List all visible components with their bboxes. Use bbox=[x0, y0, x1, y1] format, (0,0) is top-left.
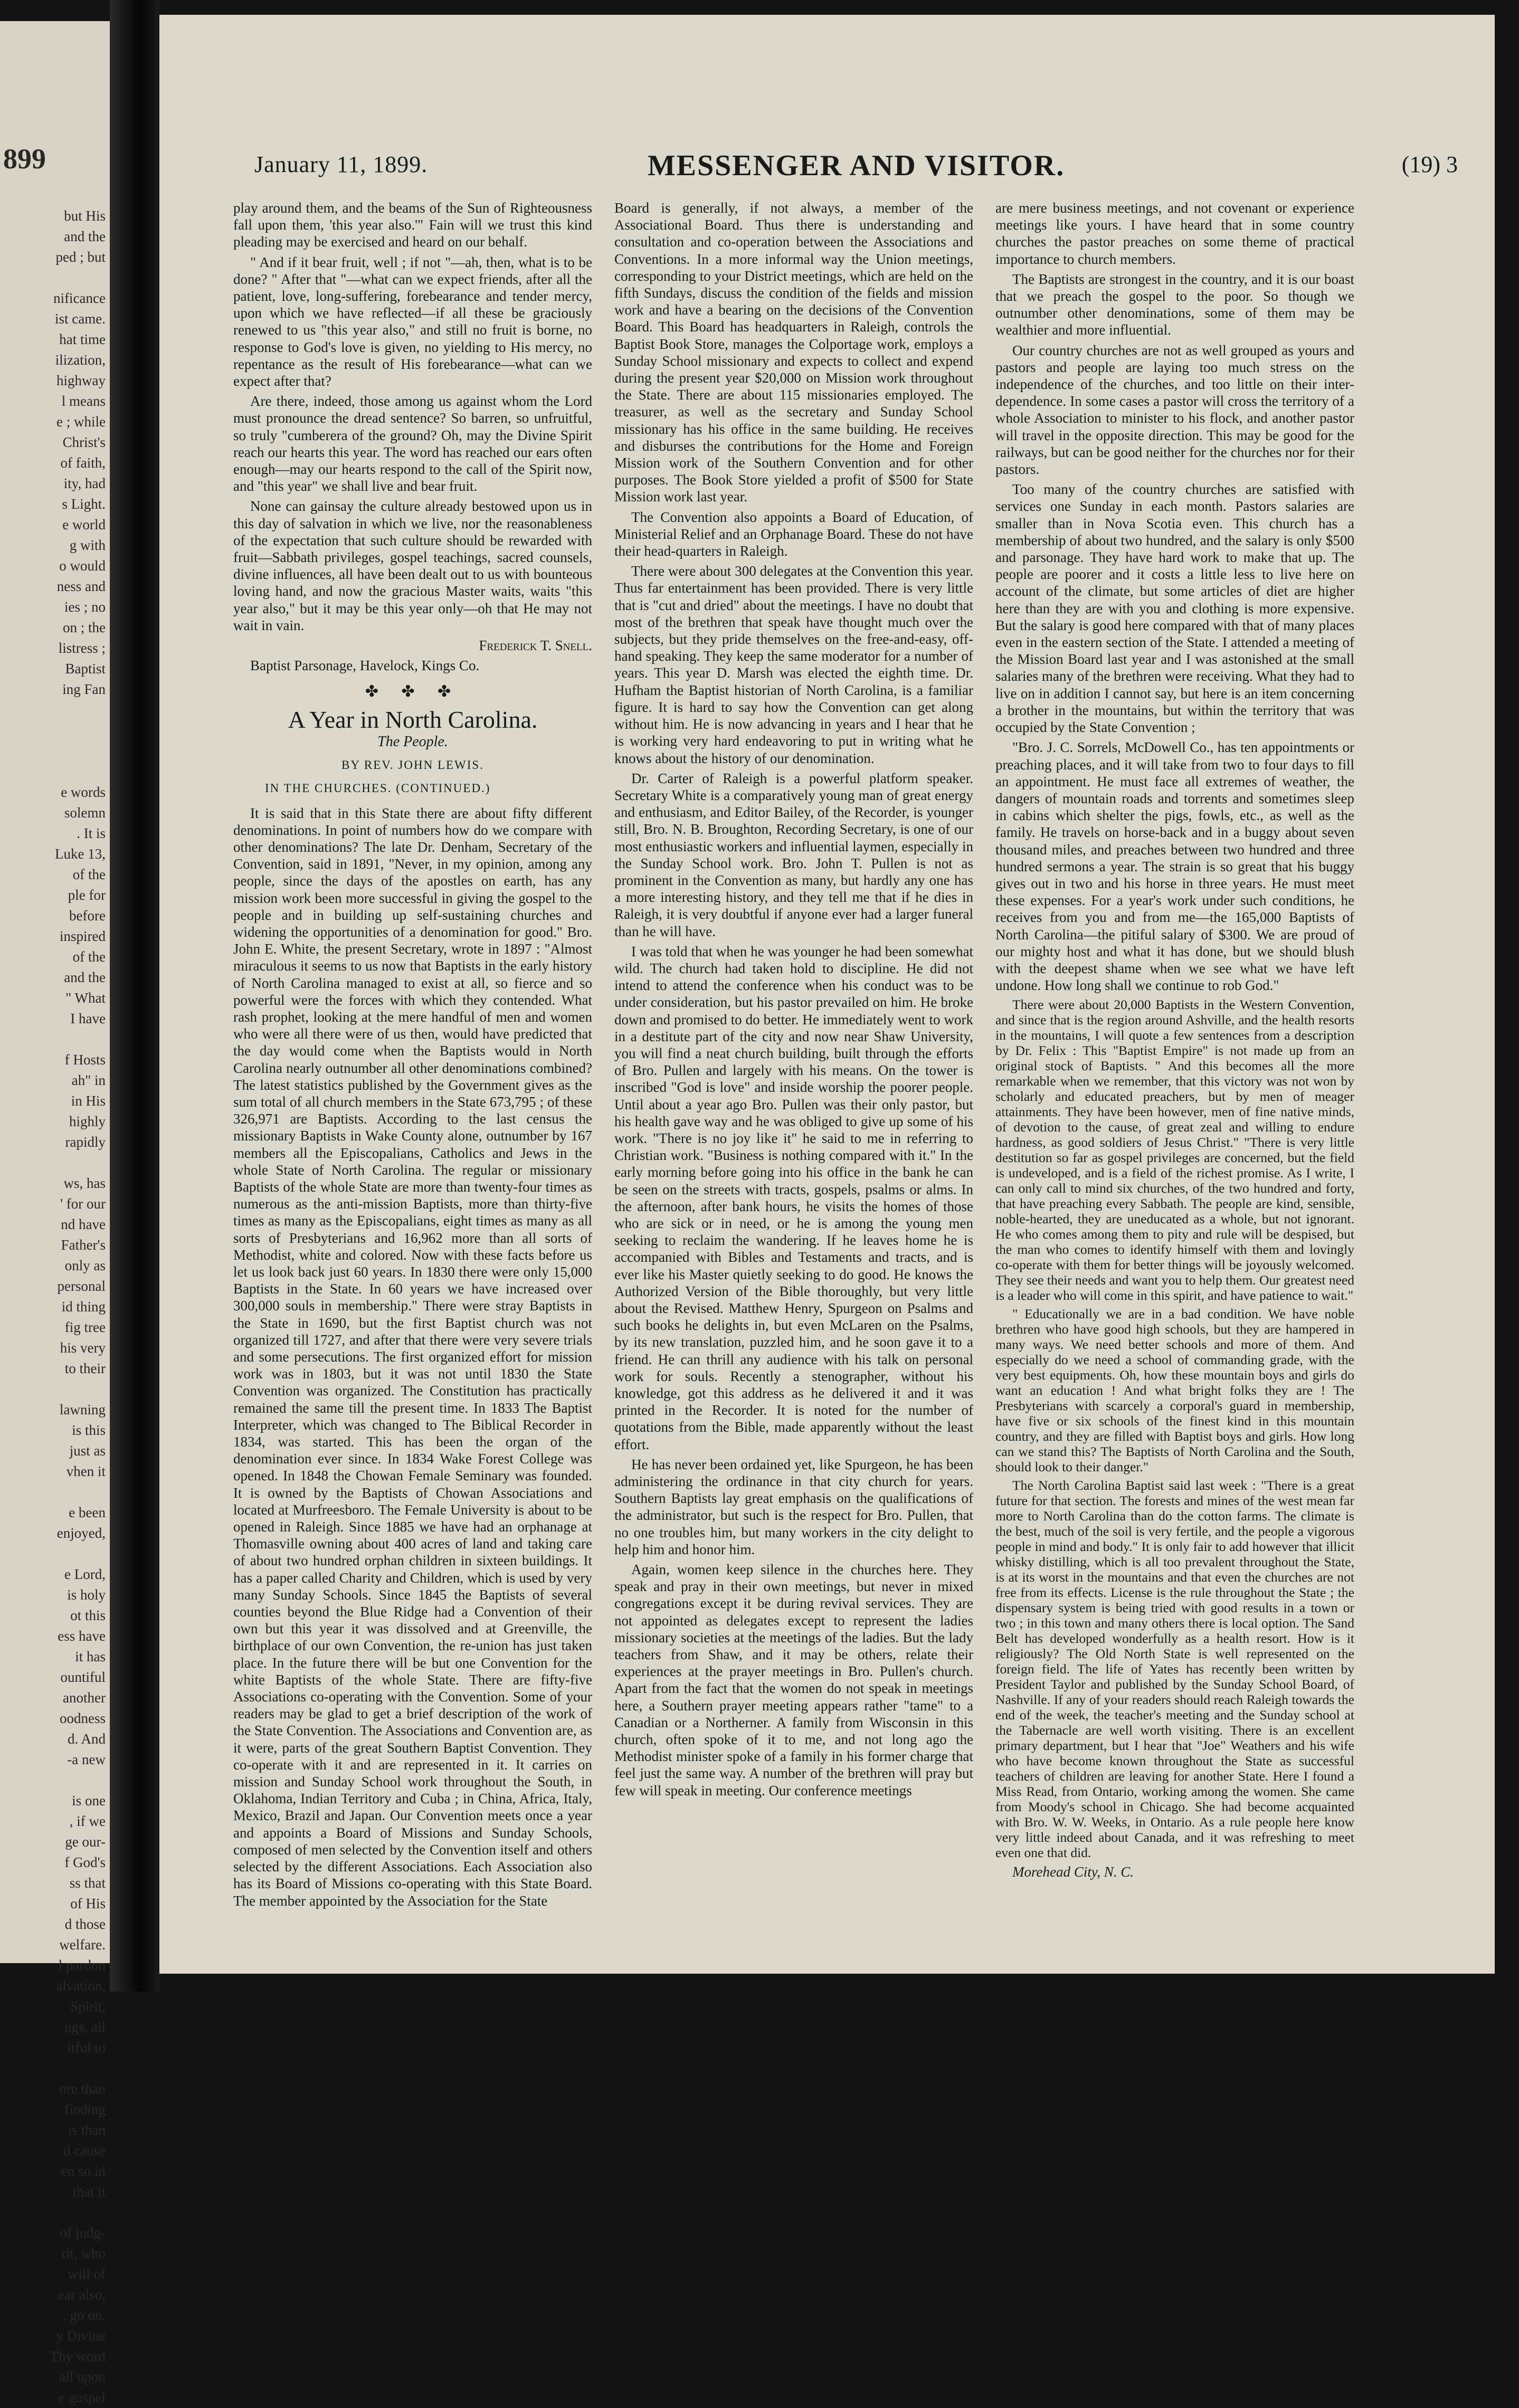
left-page-line: of the bbox=[72, 867, 106, 882]
newspaper-page bbox=[159, 15, 1495, 1974]
left-page-line: and the bbox=[64, 229, 106, 244]
left-page-line bbox=[5, 700, 106, 720]
paragraph: Our country churches are not as well grouped as yours and pastors and people are laying too much stress on the independence of the churches, and too little on their inter-dependence. In some cases a pastor will cross the territory of a whole Association to minister to his flock, and another pastor will travel in the opposite direction. This may be good for the railways, but can be good neither for the churches nor for their pastors. bbox=[995, 342, 1354, 478]
left-page-line: ies ; no bbox=[64, 599, 106, 615]
author-signature: Frederick T. Snell. bbox=[479, 637, 592, 654]
left-page-line: highway bbox=[56, 373, 106, 388]
left-page-line bbox=[5, 1544, 106, 1564]
left-page-line bbox=[5, 762, 106, 782]
left-page-line: to their bbox=[64, 1360, 106, 1376]
left-page-line: , if we bbox=[69, 1813, 106, 1829]
left-page-year: 899 bbox=[3, 143, 46, 175]
left-page-line: id thing bbox=[61, 1299, 106, 1315]
left-page-line: just as bbox=[69, 1443, 106, 1459]
article-dateline: Morehead City, N. C. bbox=[1012, 1864, 1134, 1880]
left-page-line: in His bbox=[71, 1093, 106, 1109]
left-page-line: is holy bbox=[67, 1587, 106, 1603]
left-page-line: it has bbox=[75, 1649, 106, 1664]
left-page-line: o would bbox=[59, 558, 106, 574]
left-page-line: ot this bbox=[70, 1607, 106, 1623]
left-page-line: ge our- bbox=[65, 1834, 106, 1850]
left-page-line: inspired bbox=[60, 928, 106, 944]
left-page-line: e ; while bbox=[56, 414, 106, 430]
paragraph: Dr. Carter of Raleigh is a powerful platform speaker. Secretary White is a comparatively young man of great energy and enthusiasm, and Editor Bailey, of the Recorder, is younger still, Bro. N. B. Broughton, Recording Secretary, is one of our most enthusiastic workers and influential laymen, especially in the Sunday School work. Bro. John T. Pullen is not as prominent in the Convention as many, but hardly any one has a more interesting history, and they tell me that if he dies in Raleigh, it is very doubtful if anyone ever had a larger funeral than he will have. bbox=[614, 770, 973, 939]
left-page-fragment bbox=[0, 21, 110, 2405]
left-page-line: ountiful bbox=[60, 1669, 106, 1685]
left-page-line: but His bbox=[64, 208, 106, 224]
left-page-line: ist came. bbox=[55, 311, 106, 327]
left-page-line: ear also, bbox=[58, 2287, 106, 2302]
left-page-line: listress ; bbox=[58, 640, 106, 656]
left-page-line bbox=[5, 1770, 106, 1791]
left-page-line: Luke 13, bbox=[55, 846, 106, 862]
left-page-line: f Hosts bbox=[64, 1052, 106, 1068]
left-page-line: finding bbox=[64, 2101, 106, 2117]
left-page-line: and the bbox=[64, 969, 106, 985]
left-page-line: welfare. bbox=[59, 1937, 106, 1953]
left-page-line: rapidly bbox=[65, 1134, 106, 1150]
masthead bbox=[254, 151, 1458, 188]
left-page-line: on ; the bbox=[63, 620, 106, 635]
author-place: Baptist Parsonage, Havelock, Kings Co. bbox=[250, 658, 480, 674]
left-page-line: will of bbox=[68, 2266, 106, 2282]
left-page-line: of His bbox=[70, 1896, 106, 1911]
quoted-block bbox=[995, 997, 1354, 1860]
newspaper-title: MESSENGER AND VISITOR. bbox=[647, 149, 1065, 182]
left-page-line: ngs, all bbox=[64, 2019, 106, 2035]
left-page-line: vhen it bbox=[66, 1463, 106, 1479]
left-page-line bbox=[5, 268, 106, 288]
page-number: (19) 3 bbox=[1401, 151, 1458, 177]
left-page-line: hat time bbox=[59, 331, 106, 347]
article-headline: A Year in North Carolina. bbox=[288, 706, 538, 733]
left-page-line bbox=[5, 1379, 106, 1400]
left-page-line: ah" in bbox=[71, 1072, 106, 1088]
left-page-line bbox=[5, 720, 106, 741]
left-page-line: ing Fan bbox=[62, 681, 106, 697]
left-page-line: " What bbox=[65, 990, 106, 1006]
left-page-line: ness and bbox=[56, 578, 106, 594]
left-page-line: d. And bbox=[67, 1731, 106, 1747]
left-page-line bbox=[5, 741, 106, 762]
left-page-line: fig tree bbox=[64, 1319, 106, 1335]
left-page-line: ity, had bbox=[63, 475, 106, 491]
paragraph: There were about 300 delegates at the Convention this year. Thus far entertainment has been provided. There is very little that is "cut and dried" about the meetings. I have no doubt that most of the brethren that speak have thought much over the subjects, but they pride themselves on the free-and-easy, off-hand speaking. They keep the same moderator for a number of years. This year D. Marsh was elected the eighth time. Dr. Hufham the Baptist historian of North Carolina, is a familiar figure. It is hard to say how the Convention can get along without him. He is now advancing in years and I hear that he is working very hard endeavoring to put in writing what he knows about the history of our denomination. bbox=[614, 563, 973, 766]
paragraph: It is said that in this State there are about fifty different denominations. In point of numbers how do we compare with other denominations? The late Dr. Denham, Secretary of the Convention, said in 1891, "Never, in my opinion, among any people, since the days of the apostles on earth, has any mission work been more successful in giving the gospel to the people and in building up self-sustaining churches and widening the opportunities of a denomination for good." Bro. John E. White, the present Secretary, wrote in 1897 : "Almost miraculous it seems to us now that Baptists in the early history of North Carolina managed to exist at all, so fierce and so powerful were the forces with which they contended. What rash prophet, looking at the mere handful of men and women who were all there were of us then, would have predicted that the day would come when the Baptists would in North Carolina nearly outnumber all other denominations combined? The latest statistics published by the Government gives as the sum total of all church members in the State 673,795 ; of these 326,971 are Baptists. According to the last census the missionary Baptists in Wake County alone, outnumber by 167 members all the Episcopalians, Catholics and Jews in the whole State of North Carolina. The regular or missionary Baptists of the whole State are more than twenty-four times as numerous as the anti-mission Baptists, more than thirty-five times as many as the Episcopalians, eight times as many as all sorts of Presbyterians and 16,962 more than all sorts of Methodist, white and colored. Now with these facts before us let us look back just 60 years. In 1830 there were only 15,000 Baptists in the State. In 60 years we have increased over 300,000 souls in membership." There were stray Baptists in the State in 1690, but the first Baptist church was not organized till 1727, and after that there were very severe trials and some persecutions. The first organized effort for mission work was in 1803, but it was not until 1830 the State Convention was organized. The Constitution has practically remained the same till the present time. In 1833 The Baptist Interpreter, which was changed to The Biblical Recorder in 1834, was started. This has been the organ of the denomination ever since. In 1834 Wake Forest College was opened. In 1848 the Chowan Female Seminary was founded. It is owned by the Baptists of Chowan Associations and located at Murfreesboro. The Female University is about to be opened in Raleigh. Since 1885 we have had an orphanage at Thomasville owning about 400 acres of land and taking care of about two hundred orphan children in sixteen buildings. It has a paper called Charity and Children, which is used by very many Sunday Schools. Since 1845 the Baptists of several counties beyond the Blue Ridge had a Convention of their own but this year it was dissolved and at Greenville, the birthplace of our own Convention, the re-union has just taken place. In the future there will be but one Convention for the white Baptists of the whole State. There are fifty-five Associations co-operating with the Convention. Some of your readers may be glad to get a brief description of the work of the State Convention. The Associations and Convention are, as it were, parts of the great Southern Baptist Convention. They co-operate with it and are represented in it. It carries on mission and Sunday School work throughout the South, in Oklahoma, Indian Territory and Cuba ; in China, Africa, Italy, Mexico, Brazil and Japan. Our Convention meets once a year and appoints a Board of Missions and Sunday Schools, composed of men selected by the Convention itself and others selected by the different Associations. Each Association also has its Board of Missions co-operating with this State Board. The member appointed by the Association for the State bbox=[233, 805, 592, 1909]
paragraph: The North Carolina Baptist said last week : "There is a great future for that section. The forests and mines of the west mean far more to North Carolina than do the cotton farms. The climate is the best, much of the soil is very fertile, and the people a vigorous people in mind and body." It is only fair to add however that illicit whisky distilling, which is all too prevalent throughout the State, is at its worst in the mountains and that even the churches are not free from its effects. License is the rule throughout the State ; the dispensary system is being tried with good results in a town or two ; in this town and many others there is local option. The Sand Belt has developed wonderfully as a health resort. How is it religiously? The Old North State is well represented on the foreign field. The life of Yates has recently been written by President Taylor and published by the Sunday School Board, of Nashville. If any of your readers should reach Raleigh towards the end of the week, the teacher's meeting and the Sunday school at the Tabernacle are well worth visiting. There is an excellent primary department, but I hear that "Joe" Weathers and his wife who have become known throughout the State as successful teachers of children are leaving for another State. Here I found a Miss Read, from Ontario, working among the women. She came from Moody's school in Chicago. She had become acquainted with Bro. W. W. Weeks, in Ontario. As a rule people here know very little indeed about Canada, and it was refreshing to meet even one that did. bbox=[995, 1478, 1354, 1861]
left-page-line: -a new bbox=[67, 1752, 106, 1767]
column-3 bbox=[995, 199, 1354, 1930]
left-page-line: ple for bbox=[68, 887, 106, 903]
paragraph: " And if it bear fruit, well ; if not "—ah, then, what is to be done? " After that "—what can we expect friends, after all the patient, love, long-suffering, forebearance and tender mercy, upon which we have reflected—if all these be graciously renewed to us "this year also," and still no fruit is borne, no response to God's love is given, no yielding to His mercy, no repentance as the result of His forebearance—what can we expect after that? bbox=[233, 254, 592, 389]
left-page-line: l means bbox=[61, 393, 106, 409]
left-page-line: s Light. bbox=[62, 496, 106, 512]
paragraph: Are there, indeed, those among us against whom the Lord must pronounce the dread sentence? So barren, so unfruitful, so truly "cumberera of the ground? Oh, may the Divine Spirit reach our hearts this year. The word has reached our ears often enough—may our hearts respond to the call of the Spirit now, and "this year" we shall live and bear fruit. bbox=[233, 393, 592, 494]
left-page-line: e words bbox=[61, 784, 106, 800]
paragraph: "Bro. J. C. Sorrels, McDowell Co., has ten appointments or preaching places, and it will take from two to four days to fill an appointment. He must face all extremes of weather, the dangers of mountain roads and torrents and sometimes sleep in cabins which shelter the pigs, fowls, etc., as well as the family. He travels on horse-back and in a buggy about seven thousand miles, and preaches between two hundred and three hundred sermons a year. The strain is so great that his buggy gives out in two and his horse in three years. He must meet these expenses. For a year's work under such conditions, he receives from you and from me—the 165,000 Baptists of North Carolina—the pitiful salary of $300. We are proud of our mighty host and what it has done, but we should blush with the deepest shame when we see what we have left undone. How long shall we continue to rob God." bbox=[995, 739, 1354, 994]
left-page-line: g with bbox=[69, 537, 106, 553]
left-page-line: itful to bbox=[67, 2040, 106, 2055]
left-page-line: enjoyed, bbox=[56, 1525, 106, 1541]
left-page-line: personal bbox=[57, 1278, 106, 1294]
article-subtitle: The People. bbox=[377, 733, 448, 750]
left-page-line: that it bbox=[72, 2184, 106, 2200]
column-1 bbox=[233, 199, 592, 1930]
paragraph: Board is generally, if not always, a member of the Associational Board. Thus there is understanding and consultation and co-operation between the Associations and Conventions. In a more informal way the Union meetings, corresponding to your District meetings, which are held on the fifth Sundays, discuss the condition of the fields and mission work and have a bearing on the decisions of the Convention Board. This Board has headquarters in Raleigh, controls the Baptist Book Store, manages the Colportage work, employs a Sunday School missionary and expects to collect and expend during the present year $20,000 on Mission work throughout the State. There are about 115 missionaries employed. The treasurer, as well as the secretary and Sunday School missionary has his office in the same building. He receives and disburses the contributions for the Home and Foreign Mission work of the Southern Convention and for other purposes. The Book Store yielded a profit of $500 for State Mission work last year. bbox=[614, 200, 973, 505]
left-page-line bbox=[5, 1029, 106, 1050]
issue-date: January 11, 1899. bbox=[254, 151, 428, 177]
paragraph: play around them, and the beams of the Sun of Righteousness fall upon them, 'this year also.'" Fain will we trust this kind pleading may be exercised and heard on our behalf. bbox=[233, 200, 592, 250]
paragraph: I was told that when he was younger he had been somewhat wild. The church had taken hold to discipline. He did not intend to attend the conference when his conduct was to be under consideration, but his pastor prevailed on him. He broke down and promised to do better. He immediately went to work in a destitute part of the city and now near Shaw University, you will find a neat church building, built through the efforts of Bro. Pullen and largely with his means. On the tower is inscribed "God is love" and inside worship the poorer people. Until about a year ago Bro. Pullen was their only pastor, but his health gave way and he was obliged to give up some of his work. "There is no joy like it" he said to me in referring to Christian work. "Business is nothing compared with it." In the early morning before going into his office in the bank he can be seen on the streets with tracts, gospels, psalms or alms. In the afternoon, after bank hours, he visits the homes of those who are sick or in need, or he is among the young men seeking to reclaim the wandering. If he leaves home he is accompanied with Bibles and Testaments and tracts, and is ever like his Master quietly seeking to do good. He knows the Authorized Version of the Bible thoroughly, but very little about the Revised. Matthew Henry, Spurgeon on Psalms and such books he delights in, but even McLaren on the Psalms, by its new translation, puzzled him, and he soon gave it to a friend. He can thrill any audience with his talk on personal work for souls. Recently a stenographer, without his knowledge, got this address as he delivered it and it was printed in the Recorder. It is noted for the number of quotations from the Bible, made apparently without the least effort. bbox=[614, 943, 973, 1452]
left-page-line: Thy word bbox=[50, 2348, 106, 2364]
left-page-line bbox=[5, 2202, 106, 2223]
column-2 bbox=[614, 199, 973, 1930]
book-gutter bbox=[110, 0, 159, 1992]
left-page-line: e gospel bbox=[58, 2390, 106, 2405]
left-page-line: . go on. bbox=[63, 2307, 106, 2323]
left-page-line: is this bbox=[72, 1422, 106, 1438]
left-page-line: e world bbox=[62, 517, 106, 532]
left-page-line: before bbox=[69, 908, 106, 924]
section-ornament: ✤ ✤ ✤ bbox=[365, 683, 461, 701]
left-page-line: his very bbox=[60, 1340, 106, 1356]
left-page-line: another bbox=[63, 1690, 106, 1706]
paragraph: The Baptists are strongest in the country, and it is our boast that we preach the gospel to the poor. So though we outnumber other denominations, some of them may be wealthier and more influential. bbox=[995, 271, 1354, 338]
left-page-line: all upon bbox=[59, 2369, 106, 2385]
left-page-line: Baptist bbox=[65, 661, 106, 677]
left-page-line: lawning bbox=[60, 1402, 106, 1417]
paragraph: are mere business meetings, and not covenant or experience meetings like yours. I have heard that in some country churches the pastor preaches on some theme of practical importance to church members. bbox=[995, 200, 1354, 267]
left-page-line: of judg- bbox=[60, 2225, 106, 2241]
left-page-line bbox=[5, 2058, 106, 2079]
left-page-line: . It is bbox=[77, 825, 106, 841]
left-page-line: is than bbox=[68, 2122, 106, 2138]
left-page-column bbox=[5, 206, 106, 2408]
left-page-line: l pardon bbox=[58, 1957, 106, 1973]
paragraph: " Educationally we are in a bad condition. We have noble brethren who have good high schools, but they are hampered in many ways. We need better schools and more of them. And especially do we need a school of commanding grade, with the very best equipments. Oh, how these mountain boys and girls do want an education ! And what bright folks they are ! The Presbyterians with scarcely a corporal's guard in membership, have five or six schools of the finest kind in this mountain country, and they are filled with Baptist boys and girls. How long can we stand this? The Baptists of North Carolina and the South, should look to their danger." bbox=[995, 1306, 1354, 1475]
left-page-line: y Divine bbox=[56, 2328, 106, 2344]
left-page-line: of the bbox=[72, 949, 106, 965]
left-page-line bbox=[5, 1482, 106, 1502]
article-byline: BY REV. JOHN LEWIS. bbox=[341, 758, 484, 772]
left-page-line: Father's bbox=[61, 1237, 106, 1253]
left-page-line: rit, who bbox=[61, 2245, 106, 2261]
left-page-line: d cause bbox=[63, 2143, 106, 2158]
left-page-line: e been bbox=[69, 1505, 106, 1520]
left-page-line: is one bbox=[72, 1793, 106, 1809]
left-page-line: oodness bbox=[60, 1710, 106, 1726]
left-page-line: ped ; but bbox=[55, 249, 106, 265]
left-page-line: ore than bbox=[59, 2081, 106, 2097]
section-label: IN THE CHURCHES. (CONTINUED.) bbox=[265, 782, 491, 795]
paragraph: The Convention also appoints a Board of Education, of Ministerial Relief and an Orphanage Board. These do not have their head-quarters in Raleigh. bbox=[614, 509, 973, 559]
left-page-line: e Lord, bbox=[64, 1566, 106, 1582]
left-page-line: ilization, bbox=[55, 352, 106, 368]
left-page-line: solemn bbox=[64, 805, 106, 821]
left-page-line: ss that bbox=[69, 1875, 106, 1891]
left-page-line: ess have bbox=[58, 1628, 106, 1644]
left-page-line: Christ's bbox=[62, 434, 106, 450]
paragraph: Again, women keep silence in the churches here. They speak and pray in their own meetings, but never in mixed congregations except it be during revival services. They are not appointed as delegates except to represent the ladies missionary societies at the meetings of the ladies. But the lady teachers from Shaw, and it may be others, relate their experiences at the prayer meetings in Bro. Pullen's church. Apart from the fact that the women do not speak in meetings here, a Southern prayer meeting appears rather "tame" to a Canadian or a Northerner. A family from Wisconsin in this church, often spoke of it to me, and not long ago the Methodist minister spoke of a family in his former charge that feel just the same way. A number of the brethren will pray but few will speak in meeting. Our conference meetings bbox=[614, 1562, 973, 1798]
paragraph: Too many of the country churches are satisfied with services one Sunday in each month. Pastors salaries are smaller than in Nova Scotia even. This church has a membership of about two hundred, and the salary is only $500 and parsonage. They have hard work to make that up. The people are poorer and it costs a little less to live here on account of the climate, but some articles of diet are higher here than they are with you and clothing is more expensive. But the salary is good here compared with that of many places even in the eastern section of the State. I attended a meeting of the Mission Board last year and I was astonished at the small salaries many of the brethren were receiving. What they had to live on in addition I cannot say, but here is an item concerning a brother in the mountains, but within the territory that was occupied by the State Convention ; bbox=[995, 481, 1354, 736]
left-page-line: nd have bbox=[61, 1216, 106, 1232]
left-page-line: f God's bbox=[64, 1854, 106, 1870]
left-page-line bbox=[5, 1153, 106, 1173]
left-page-line: nificance bbox=[53, 290, 106, 306]
left-page-line: ' for our bbox=[60, 1196, 106, 1212]
paragraph: None can gainsay the culture already bestowed upon us in this day of salvation in which we live, nor the reasonableness of the expectation that such culture should be rewarded with fruit—Sabbath privileges, gospel teachings, sacred counsels, divine influences, all have been dealt out to us with bounteous loving hand, and now the gracious Master waits, waits "this year also," but it may be this year only—oh that He may not wait in vain. bbox=[233, 498, 592, 633]
left-page-line: en so in bbox=[61, 2163, 106, 2179]
left-page-line: of faith, bbox=[60, 455, 106, 471]
left-page-line: only as bbox=[64, 1258, 106, 1273]
left-page-line: I have bbox=[70, 1011, 106, 1026]
left-page-line: alvation, bbox=[56, 1978, 106, 1994]
left-page-line: ws, has bbox=[63, 1175, 106, 1191]
left-page-line: highly bbox=[69, 1113, 106, 1129]
left-page-line: d those bbox=[64, 1916, 106, 1932]
paragraph: There were about 20,000 Baptists in the Western Convention, and since that is the region around Ashville, and the health resorts in the mountains, I will quote a few sentences from a description by Dr. Felix : This "Baptist Empire" is not made up from an original stock of Baptists. " And this becomes all the more remarkable when we remember, that this victory was not won by scholarly and educated preachers, but by men of meager attainments. They have been however, men of fine native minds, of devotion to the cause, of great zeal and willing to endure hardness, as good soldiers of Jesus Christ." "There is very little destitution so far as gospel privileges are concerned, but the field is undeveloped, and is a field of the richest promise. As I write, I can only call to mind six churches, of the two hundred and forty, that have preaching every Sabbath. The people are kind, sensible, noble-hearted, they are uneducated as a whole, but not ignorant. He who comes among them to pity and rule will be despised, but the man who comes to identify himself with them and lovingly co-operate with them for better things will be joyously welcomed. They see their needs and want you to help them. Our greatest need is a leader who will come in this spirit, and have patience to wait." bbox=[995, 997, 1354, 1303]
paragraph: He has never been ordained yet, like Spurgeon, he has been administering the ordinance in that city church for years. Southern Baptists lay great emphasis on the qualifications of the administrator, but such is the respect for Bro. Pullen, that no one troubles him, but many workers in the city delight to help him and honor him. bbox=[614, 1456, 973, 1557]
left-page-line: Spirit, bbox=[70, 1998, 106, 2014]
